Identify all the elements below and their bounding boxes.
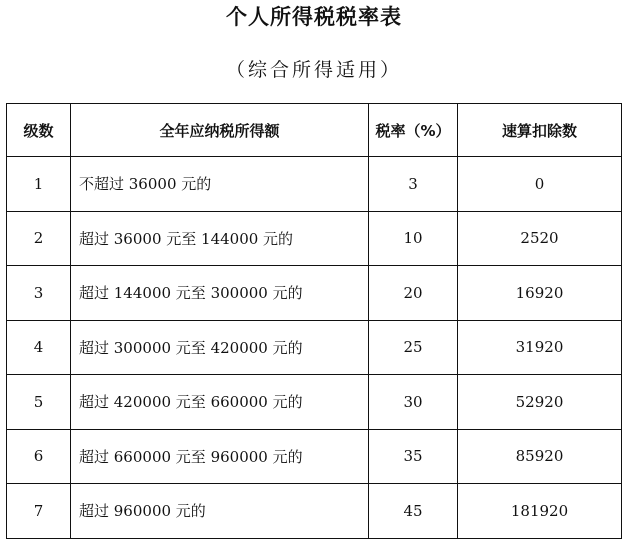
table-header-row <box>7 104 622 157</box>
table-row <box>7 484 622 539</box>
cell-income: 超过 420000 元至 660000 元的 <box>71 375 369 430</box>
cell-rate: 30 <box>369 375 458 430</box>
table-row <box>7 157 622 212</box>
table-row <box>7 320 622 375</box>
cell-level: 3 <box>7 266 71 321</box>
cell-income: 超过 36000 元至 144000 元的 <box>71 211 369 266</box>
cell-level: 1 <box>7 157 71 212</box>
cell-deduction: 16920 <box>458 266 622 321</box>
cell-income: 超过 144000 元至 300000 元的 <box>71 266 369 321</box>
header-deduction: 速算扣除数 <box>458 104 622 157</box>
cell-rate: 10 <box>369 211 458 266</box>
header-level: 级数 <box>7 104 71 157</box>
cell-deduction: 181920 <box>458 484 622 539</box>
table-row <box>7 375 622 430</box>
cell-deduction: 31920 <box>458 320 622 375</box>
cell-rate: 25 <box>369 320 458 375</box>
cell-rate: 20 <box>369 266 458 321</box>
cell-income: 超过 660000 元至 960000 元的 <box>71 429 369 484</box>
cell-level: 5 <box>7 375 71 430</box>
table-row <box>7 211 622 266</box>
cell-level: 6 <box>7 429 71 484</box>
cell-income: 超过 960000 元的 <box>71 484 369 539</box>
cell-deduction: 52920 <box>458 375 622 430</box>
cell-income: 不超过 36000 元的 <box>71 157 369 212</box>
cell-rate: 3 <box>369 157 458 212</box>
table-row <box>7 429 622 484</box>
cell-deduction: 2520 <box>458 211 622 266</box>
header-rate: 税率（%） <box>369 104 458 157</box>
cell-rate: 35 <box>369 429 458 484</box>
cell-level: 4 <box>7 320 71 375</box>
tax-rate-table <box>6 103 622 539</box>
cell-level: 7 <box>7 484 71 539</box>
cell-rate: 45 <box>369 484 458 539</box>
header-income: 全年应纳税所得额 <box>71 104 369 157</box>
page-title: 个人所得税税率表 <box>226 5 402 29</box>
cell-deduction: 85920 <box>458 429 622 484</box>
cell-level: 2 <box>7 211 71 266</box>
table-row <box>7 266 622 321</box>
cell-deduction: 0 <box>458 157 622 212</box>
page-subtitle: （综合所得适用） <box>225 59 402 81</box>
cell-income: 超过 300000 元至 420000 元的 <box>71 320 369 375</box>
